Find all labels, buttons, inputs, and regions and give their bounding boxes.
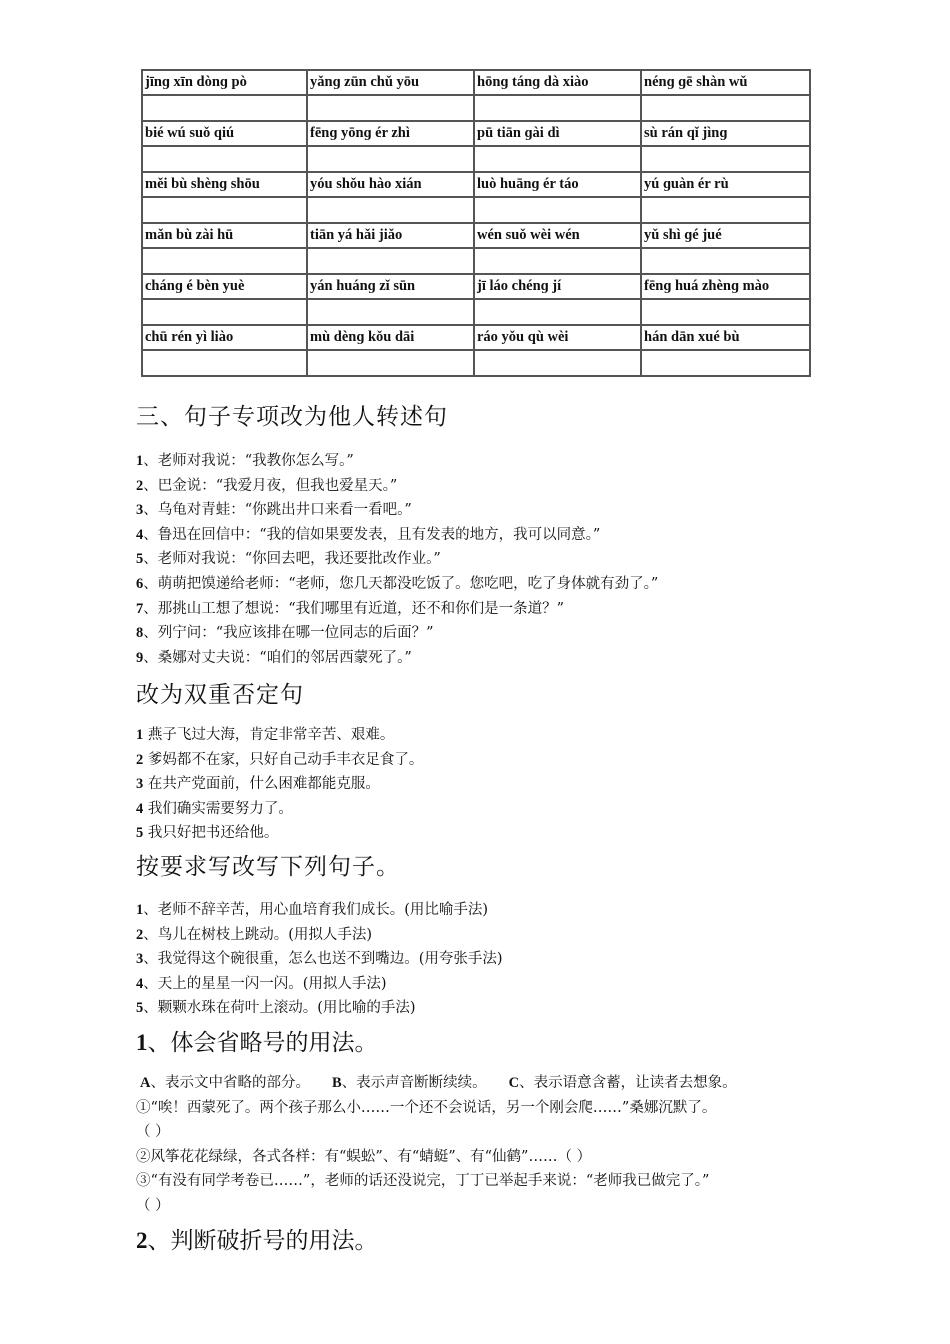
item-text: 、老师对我说：“我教你怎么写。” <box>143 453 354 469</box>
pinyin-row <box>142 172 810 197</box>
double-negation-item <box>136 772 423 797</box>
answer-cell[interactable] <box>307 146 474 172</box>
pinyin-cell: yóu shǒu hào xián <box>307 172 474 197</box>
item-text: 、老师对我说：“你回去吧，我还要批改作业。” <box>143 551 441 568</box>
pinyin-cell: hōnɡ tánɡ dà xiào <box>474 70 641 95</box>
answer-cell[interactable] <box>641 350 810 376</box>
item-number: 5 <box>136 825 144 842</box>
rewrite-item <box>136 996 503 1021</box>
answer-cell[interactable] <box>474 248 641 274</box>
item-text: 、鲁迅在回信中：“我的信如果要发表，且有发表的地方，我可以同意。” <box>143 526 601 543</box>
rewrite-list <box>136 898 503 1021</box>
answer-row <box>142 248 810 274</box>
section-title-text: 、体会省略号的用法。 <box>147 1030 378 1056</box>
section-title-text: 、判断破折号的用法。 <box>147 1228 378 1254</box>
reported-speech-list <box>136 449 658 670</box>
pinyin-row <box>142 274 810 299</box>
section-title-dash <box>136 1222 378 1255</box>
answer-cell[interactable] <box>142 197 307 223</box>
answer-row <box>142 350 810 376</box>
reported-speech-item <box>136 621 658 646</box>
pinyin-cell: pū tiān ɡài dì <box>474 121 641 146</box>
item-text: 、那挑山工想了想说：“我们哪里有近道，还不和你们是一条道？” <box>143 600 565 617</box>
pinyin-cell: wén suǒ wèi wén <box>474 223 641 248</box>
double-negation-item <box>136 797 423 822</box>
reported-speech-item <box>136 572 658 597</box>
item-text: 在共产党面前，什么困难都能克服。 <box>143 776 380 793</box>
double-negation-item <box>136 748 423 773</box>
answer-cell[interactable] <box>307 95 474 121</box>
pinyin-row <box>142 223 810 248</box>
pinyin-cell: jī láo chénɡ jí <box>474 274 641 299</box>
pinyin-cell: yǔ shì ɡé jué <box>641 223 810 248</box>
rewrite-item <box>136 898 503 923</box>
pinyin-cell: mǎn bù zài hū <box>142 223 307 248</box>
answer-cell[interactable] <box>641 146 810 172</box>
option-letter: C <box>508 1075 520 1091</box>
answer-row <box>142 299 810 325</box>
answer-cell[interactable] <box>474 350 641 376</box>
item-number: 2 <box>136 926 144 943</box>
rewrite-item <box>136 923 503 948</box>
answer-cell[interactable] <box>474 146 641 172</box>
answer-cell[interactable] <box>474 299 641 325</box>
pinyin-table <box>141 69 811 377</box>
answer-cell[interactable] <box>307 350 474 376</box>
double-negation-item <box>136 821 423 846</box>
question-1-line-1: ①“唉！西蒙死了。两个孩子那么小……一个还不会说话，另一个刚会爬……”桑娜沉默了。 <box>136 1099 717 1116</box>
item-number: 9 <box>136 649 144 666</box>
answer-cell[interactable] <box>142 248 307 274</box>
item-text: 、列宁问：“我应该排在哪一位同志的后面？” <box>143 625 434 642</box>
question-3-line-1: ③“有没有同学考卷已……”，老师的话还没说完，丁丁已举起手来说：“老师我已做完了。” <box>136 1173 710 1190</box>
item-text: 、乌龟对青蛙：“你跳出井口来看一看吧。” <box>143 502 412 519</box>
reported-speech-item <box>136 547 658 572</box>
option-letter: A <box>140 1075 151 1091</box>
item-text: 、萌萌把馍递给老师：“老师，您几天都没吃饭了。您吃吧，吃了身体就有劲了。” <box>143 575 659 592</box>
item-text: 、颗颗水珠在荷叶上滚动。(用比喻的手法) <box>143 1000 416 1017</box>
answer-cell[interactable] <box>641 248 810 274</box>
double-negation-list <box>136 723 423 846</box>
item-text: 燕子飞过大海，肯定非常辛苦、艰难。 <box>143 727 395 743</box>
rewrite-item <box>136 947 503 972</box>
item-number: 1 <box>136 902 144 918</box>
answer-cell[interactable] <box>142 299 307 325</box>
pinyin-row <box>142 121 810 146</box>
pinyin-cell: yú ɡuàn ér rù <box>641 172 810 197</box>
answer-cell[interactable] <box>307 299 474 325</box>
item-text: 我们确实需要努力了。 <box>143 800 293 817</box>
item-number: 1 <box>136 453 144 469</box>
item-text: 、天上的星星一闪一闪。(用拟人手法) <box>143 975 387 992</box>
item-number: 4 <box>136 800 144 817</box>
section-title-double-negation: 改为双重否定句 <box>136 682 304 708</box>
item-number: 7 <box>136 600 144 617</box>
pinyin-cell: chánɡ é bèn yuè <box>142 274 307 299</box>
item-text: 、鸟儿在树枝上跳动。(用拟人手法) <box>143 926 373 943</box>
answer-cell[interactable] <box>142 350 307 376</box>
pinyin-cell: ráo yǒu qù wèi <box>474 325 641 350</box>
answer-cell[interactable] <box>641 299 810 325</box>
rewrite-item <box>136 972 503 997</box>
item-text: 、我觉得这个碗很重，怎么也送不到嘴边。(用夸张手法) <box>143 951 503 968</box>
item-text: 、巴金说：“我爱月夜，但我也爱星天。” <box>143 477 398 494</box>
item-number: 6 <box>136 575 144 592</box>
item-number: 3 <box>136 502 144 519</box>
item-number: 3 <box>136 951 144 968</box>
answer-cell[interactable] <box>474 95 641 121</box>
section-number: 2 <box>136 1228 148 1253</box>
answer-row <box>142 95 810 121</box>
item-number: 5 <box>136 1000 144 1017</box>
answer-cell[interactable] <box>307 197 474 223</box>
pinyin-cell: sù rán qǐ jìnɡ <box>641 121 810 146</box>
item-number: 2 <box>136 477 144 494</box>
options-line <box>136 1071 826 1096</box>
section-title-rewrite: 按要求写改写下列句子。 <box>136 854 400 880</box>
reported-speech-item <box>136 498 658 523</box>
answer-cell[interactable] <box>307 248 474 274</box>
pinyin-cell: nénɡ ɡē shàn wǔ <box>641 70 810 95</box>
pinyin-cell: yán huánɡ zǐ sūn <box>307 274 474 299</box>
pinyin-cell: hán dān xué bù <box>641 325 810 350</box>
pinyin-cell: chū rén yì liào <box>142 325 307 350</box>
reported-speech-item <box>136 474 658 499</box>
answer-row <box>142 197 810 223</box>
section-number: 1 <box>136 1030 148 1055</box>
pinyin-row <box>142 325 810 350</box>
item-text: 、桑娜对丈夫说：“咱们的邻居西蒙死了。” <box>143 649 412 666</box>
pinyin-cell: yǎnɡ zūn chǔ yōu <box>307 70 474 95</box>
pinyin-cell: fēnɡ huá zhènɡ mào <box>641 274 810 299</box>
item-text: 我只好把书还给他。 <box>143 825 279 842</box>
question-2-line: ②风筝花花绿绿，各式各样：有“蜈蚣”、有“蜻蜓”、有“仙鹤”……（ ） <box>136 1148 592 1165</box>
pinyin-cell: jīnɡ xīn dònɡ pò <box>142 70 307 95</box>
item-number: 8 <box>136 625 144 642</box>
answer-cell[interactable] <box>641 197 810 223</box>
pinyin-cell: fēnɡ yōnɡ ér zhì <box>307 121 474 146</box>
section-title-ellipsis <box>136 1024 378 1057</box>
reported-speech-item <box>136 449 658 474</box>
ellipsis-exercise <box>136 1071 826 1219</box>
section-title-reported-speech: 三、句子专项改为他人转述句 <box>136 404 448 430</box>
question-3-answer-blank: （ ） <box>136 1197 170 1214</box>
pinyin-cell: bié wú suǒ qiú <box>142 121 307 146</box>
reported-speech-item <box>136 523 658 548</box>
answer-cell[interactable] <box>474 197 641 223</box>
option-text: 、表示文中省略的部分。 <box>150 1075 310 1091</box>
item-number: 4 <box>136 975 144 992</box>
item-text: 、老师不辞辛苦，用心血培育我们成长。(用比喻手法) <box>143 902 489 918</box>
option-text: 、表示语意含蓄，让读者去想象。 <box>519 1075 737 1091</box>
pinyin-row <box>142 70 810 95</box>
answer-row <box>142 146 810 172</box>
item-number: 2 <box>136 751 144 768</box>
item-text: 爹妈都不在家，只好自己动手丰衣足食了。 <box>143 751 424 768</box>
answer-cell[interactable] <box>142 95 307 121</box>
item-number: 5 <box>136 551 144 568</box>
reported-speech-item <box>136 597 658 622</box>
question-1-answer-blank: （ ） <box>136 1124 170 1141</box>
pinyin-cell: luò huānɡ ér táo <box>474 172 641 197</box>
pinyin-cell: tiān yá hǎi jiǎo <box>307 223 474 248</box>
answer-cell[interactable] <box>142 146 307 172</box>
option-text: 、表示声音断断续续。 <box>341 1075 487 1091</box>
answer-cell[interactable] <box>641 95 810 121</box>
item-number: 4 <box>136 526 144 543</box>
item-number: 1 <box>136 727 144 743</box>
option-letter: B <box>331 1075 342 1091</box>
reported-speech-item <box>136 646 658 671</box>
double-negation-item <box>136 723 423 748</box>
pinyin-cell: měi bù shènɡ shōu <box>142 172 307 197</box>
pinyin-cell: mù dènɡ kǒu dāi <box>307 325 474 350</box>
item-number: 3 <box>136 776 144 793</box>
